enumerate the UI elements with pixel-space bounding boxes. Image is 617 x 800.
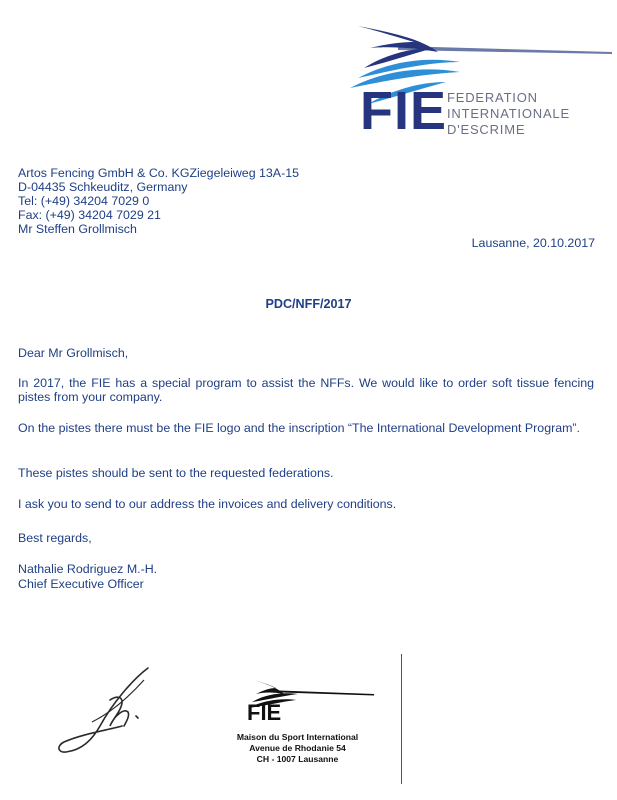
reference-number: PDC/NFF/2017 <box>265 297 352 311</box>
recipient-address <box>18 166 299 236</box>
logo-title: FIE <box>360 81 448 141</box>
body-paragraph: These pistes should be sent to the requested federations. <box>18 466 334 480</box>
logo-sub-line: FEDERATION <box>447 90 538 105</box>
stamp-line: Avenue de Rhodanie 54 <box>249 743 346 753</box>
logo-sub-line: INTERNATIONALE <box>447 106 570 121</box>
address-line: D-04435 Schkeuditz, Germany <box>18 180 188 194</box>
address-line: Mr Steffen Grollmisch <box>18 222 137 236</box>
body-paragraph: In 2017, the FIE has a special program to assist the NFFs. We would like to order soft tissue fencing pistes from your company. <box>18 376 594 404</box>
stamp-address <box>220 732 375 765</box>
stamp-title: FIE <box>247 700 282 725</box>
signatory-name: Nathalie Rodriguez M.-H. <box>18 562 158 576</box>
vertical-divider <box>401 654 402 784</box>
body-paragraph: I ask you to send to our address the invoices and delivery conditions. <box>18 497 397 511</box>
signatory-title: Chief Executive Officer <box>18 577 144 591</box>
logo-subtitle <box>447 90 570 138</box>
place-date: Lausanne, 20.10.2017 <box>471 236 595 250</box>
address-line: Tel: (+49) 34204 7029 0 <box>18 194 150 208</box>
address-line: Artos Fencing GmbH & Co. KGZiegeleiweg 13A-15 <box>18 166 299 180</box>
stamp-line: CH - 1007 Lausanne <box>256 754 339 764</box>
salutation: Dear Mr Grollmisch, <box>18 346 129 360</box>
closing: Best regards, <box>18 531 92 545</box>
address-line: Fax: (+49) 34204 7029 21 <box>18 208 161 222</box>
handwritten-signature-icon <box>52 660 172 760</box>
stamp-line: Maison du Sport International <box>236 732 359 742</box>
body-paragraph: On the pistes there must be the FIE logo and the inscription “The International Development Program”. <box>18 421 581 435</box>
logo-sub-line: D'ESCRIME <box>447 122 526 137</box>
